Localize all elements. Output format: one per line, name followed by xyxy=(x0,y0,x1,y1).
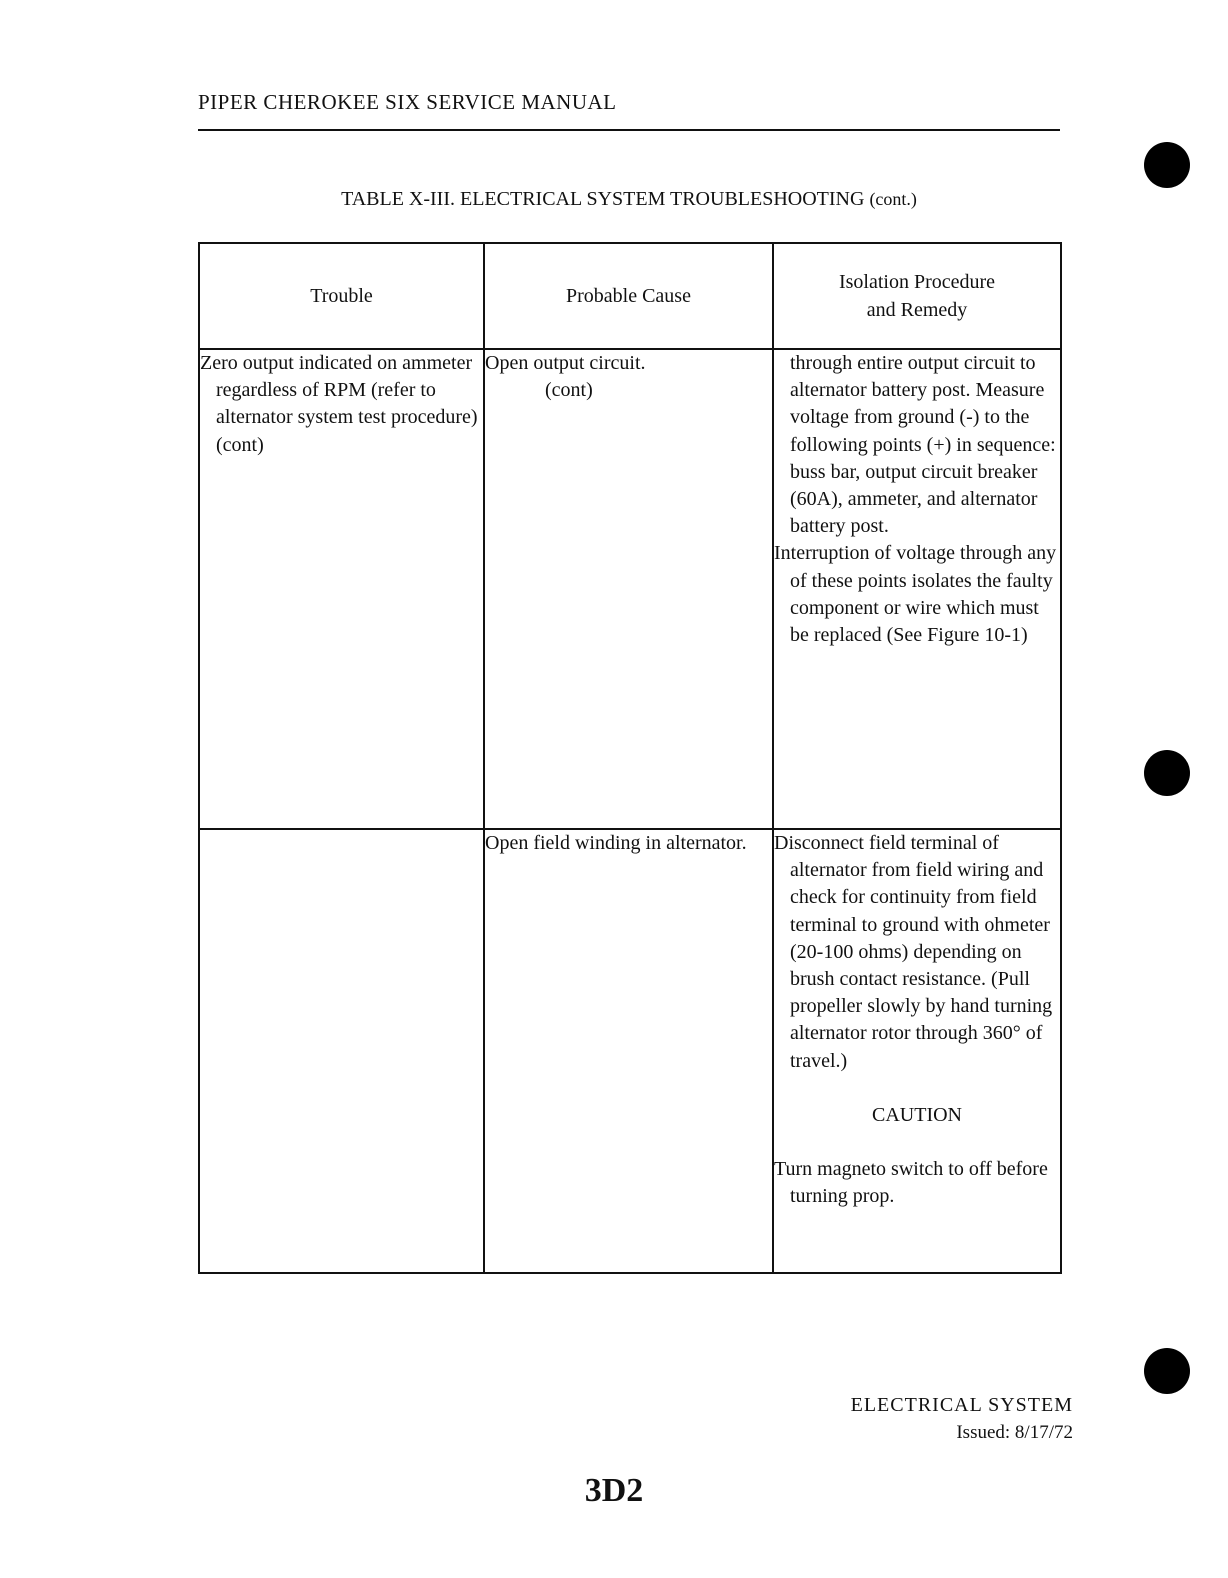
table-title-text: TABLE X-III. ELECTRICAL SYSTEM TROUBLESHOOTING xyxy=(341,188,865,210)
cause-cont: (cont) xyxy=(545,379,593,402)
header-rule xyxy=(198,129,1060,131)
remedy-text: through entire output circuit to alternator battery post. Measure voltage from ground (-) to the following points (+) in sequence: buss bar, output circuit breaker (60A), ammeter, and alternator battery post. xyxy=(790,352,1056,538)
header-trouble: Trouble xyxy=(199,243,484,349)
caution-label: CAUTION xyxy=(872,1103,962,1126)
remedy-text: Disconnect field terminal of alternator from field wiring and check for continuity from field terminal to ground with ohmeter (20-100 ohms) depending on brush contact resistance. (Pull propeller slowly by hand turning alternator rotor through 360° of travel.) xyxy=(774,832,1053,1072)
trouble-cell xyxy=(199,829,484,1273)
footer-issued-date: Issued: 8/17/72 xyxy=(956,1422,1073,1443)
cause-cell xyxy=(484,349,773,829)
caution-text: Turn magneto switch to off before turning prop. xyxy=(774,1158,1048,1208)
table-row xyxy=(199,349,1061,829)
table-title-suffix: (cont.) xyxy=(869,189,917,209)
header-isolation-procedure xyxy=(773,243,1061,349)
punch-hole-middle xyxy=(1144,750,1190,796)
footer-section: ELECTRICAL SYSTEM xyxy=(850,1394,1073,1416)
remedy-cell xyxy=(773,349,1061,829)
cause-text: Open field winding in alternator. xyxy=(485,832,747,854)
remedy-text-2: Interruption of voltage through any of these points isolates the faulty component or wire which must be replaced (See Figure 10-1) xyxy=(774,542,1057,647)
remedy-cell xyxy=(773,829,1061,1273)
manual-header: PIPER CHEROKEE SIX SERVICE MANUAL xyxy=(198,90,617,114)
table-header-row xyxy=(199,243,1061,349)
header-probable-cause: Probable Cause xyxy=(484,243,773,349)
header-isolation-line2: and Remedy xyxy=(866,299,968,321)
punch-hole-top xyxy=(1144,142,1190,188)
troubleshooting-table xyxy=(198,242,1062,1274)
header-isolation-line1: Isolation Procedure xyxy=(838,271,996,293)
punch-hole-bottom xyxy=(1144,1348,1190,1394)
trouble-cell xyxy=(199,349,484,829)
table-title xyxy=(198,188,1060,211)
trouble-text: Zero output indicated on ammeter regardless of RPM (refer to alternator system test procedure) (cont) xyxy=(200,352,478,456)
cause-cell xyxy=(484,829,773,1273)
cause-text: Open output circuit. xyxy=(485,352,646,374)
table-row xyxy=(199,829,1061,1273)
page-code: 3D2 xyxy=(584,1472,644,1509)
